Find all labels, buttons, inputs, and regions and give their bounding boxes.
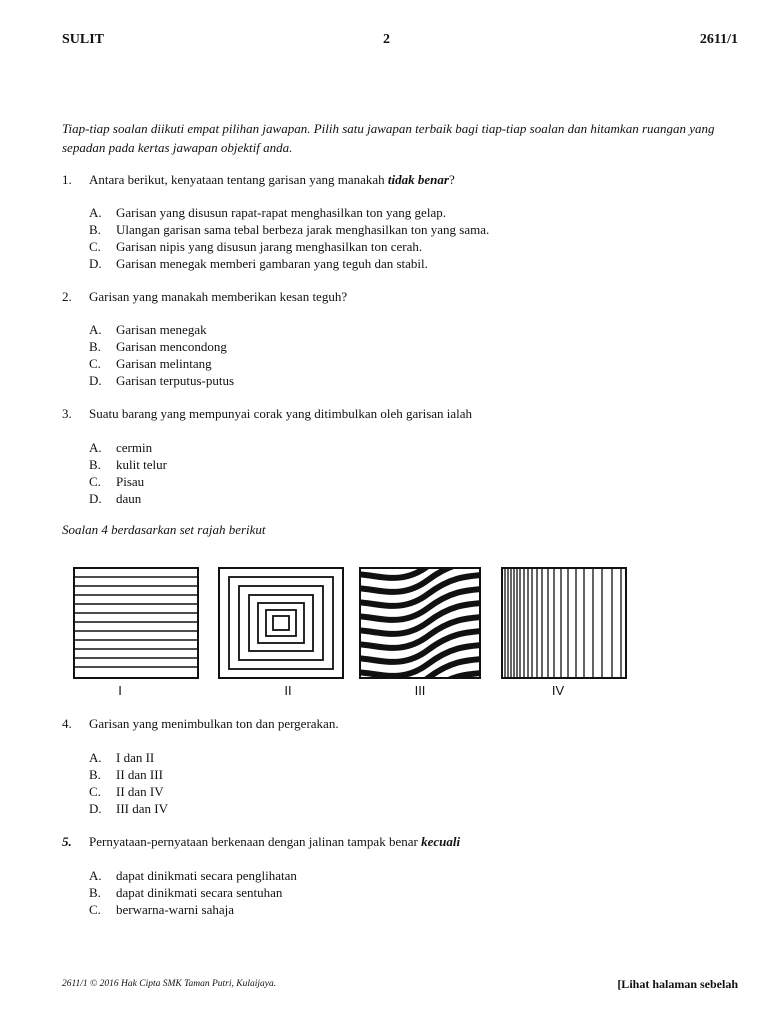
option-c: C. berwarna-warni sahaja	[89, 902, 235, 917]
option-a: A. Garisan menegak	[89, 322, 207, 337]
question-stem: Garisan yang menimbulkan ton dan pergerakan.	[89, 716, 339, 731]
stem-emphasis: tidak benar	[387, 172, 449, 187]
options-list	[89, 204, 739, 272]
header-classification: SULIT	[62, 32, 105, 47]
general-instruction: Tiap-tiap soalan diikuti empat pilihan jawapan. Pilih satu jawapan terbaik bagi tiap-tiap soalan dan hitamkan ruangan yang sepadan pada kertas jawapan objektif anda.	[62, 121, 715, 155]
page-header	[62, 32, 738, 52]
copyright-notice: 2611/1 © 2016 Hak Cipta SMK Taman Putri, Kulaijaya.	[62, 979, 277, 989]
question-number: 4.	[62, 716, 72, 731]
option-b: B. Ulangan garisan sama tebal berbeza jarak menghasilkan ton yang sama.	[89, 222, 490, 237]
question-stem: Pernyataan-pernyataan berkenaan dengan jalinan tampak benar kecuali	[89, 834, 461, 849]
question-number: 1.	[62, 172, 72, 187]
figure-set	[72, 566, 692, 706]
stem-emphasis: kecuali	[421, 834, 461, 849]
figure-vertical-lines	[500, 566, 630, 682]
figure-concentric-squares	[217, 566, 347, 682]
question-number: 3.	[62, 406, 72, 421]
page-number: 2	[383, 32, 390, 47]
question-stem: Suatu barang yang mempunyai corak yang ditimbulkan oleh garisan ialah	[89, 406, 473, 421]
figure-label: I	[118, 683, 122, 698]
figure-horizontal-lines	[72, 566, 202, 682]
paper-code: 2611/1	[699, 32, 738, 47]
option-a: A. Garisan yang disusun rapat-rapat menghasilkan ton yang gelap.	[89, 205, 446, 220]
options-list	[89, 749, 739, 817]
question-number: 5.	[62, 834, 72, 849]
figure-label: II	[284, 683, 292, 698]
figure-instruction: Soalan 4 berdasarkan set rajah berikut	[62, 522, 266, 537]
figure-label: III	[414, 683, 426, 698]
option-d: D. III dan IV	[89, 801, 168, 816]
figure-wavy-lines	[358, 566, 484, 682]
option-d: D. daun	[89, 491, 142, 506]
question-stem: Garisan yang manakah memberikan kesan teguh?	[89, 289, 348, 304]
option-d: D. Garisan menegak memberi gambaran yang teguh dan stabil.	[89, 256, 428, 271]
figure-label: IV	[551, 683, 565, 698]
question-stem: Antara berikut, kenyataan tentang garisan yang manakah tidak benar?	[89, 172, 455, 187]
next-page-note: [Lihat halaman sebelah	[617, 977, 738, 991]
option-a: A. I dan II	[89, 750, 155, 765]
options-list	[89, 867, 739, 918]
options-list	[89, 439, 739, 507]
option-c: C. II dan IV	[89, 784, 164, 799]
option-a: A. cermin	[89, 440, 153, 455]
option-a: A. dapat dinikmati secara penglihatan	[89, 868, 297, 883]
option-d: D. Garisan terputus-putus	[89, 373, 235, 388]
option-b: B. II dan III	[89, 767, 163, 782]
page-footer	[62, 979, 738, 995]
options-list	[89, 321, 739, 389]
option-c: C. Pisau	[89, 474, 145, 489]
option-c: C. Garisan melintang	[89, 356, 212, 371]
question-number: 2.	[62, 289, 72, 304]
option-b: B. kulit telur	[89, 457, 167, 472]
option-b: B. Garisan mencondong	[89, 339, 227, 354]
option-c: C. Garisan nipis yang disusun jarang menghasilkan ton cerah.	[89, 239, 423, 254]
option-b: B. dapat dinikmati secara sentuhan	[89, 885, 283, 900]
